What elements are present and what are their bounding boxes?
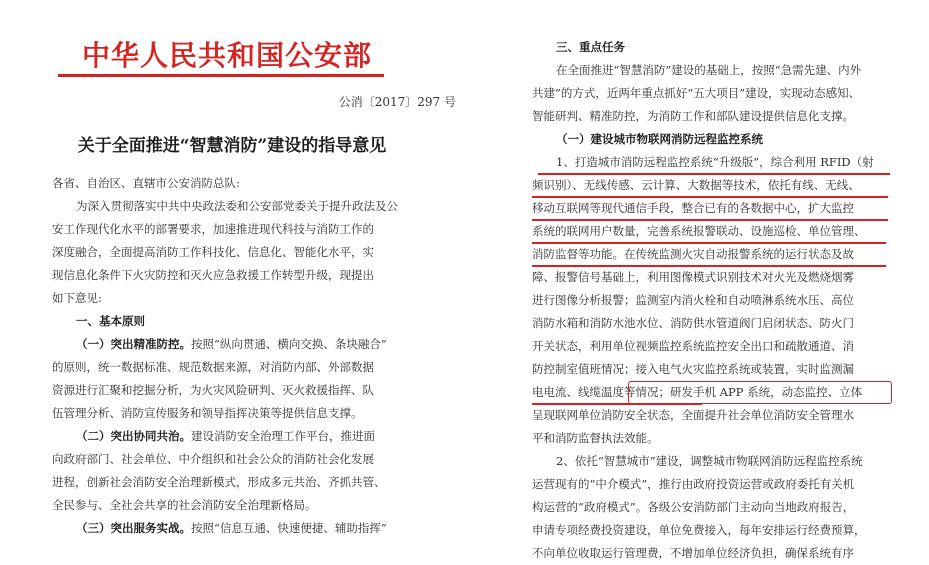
item1-line: 呈现联网单位消防安全状态，全面提升社会单位消防安全管理水 [532, 408, 854, 422]
paragraph-line: 资源进行汇聚和挖掘分析，为火灾风险研判、灭火救援指挥、队 [52, 383, 374, 397]
document-number: 公消〔2017〕297 号 [338, 95, 456, 109]
annotation-underline [532, 242, 886, 244]
paragraph-first-line [52, 517, 387, 540]
right-document-page [532, 0, 904, 560]
item1-line: 消防监督等功能。在传统监测火灾自动报警系统的运行状态及故 [532, 247, 854, 261]
paragraph-label: （三）突出服务实战。 [76, 521, 191, 535]
item1-line: 障、报警信号基础上，利用图像模式识别技术对火光及燃烧烟雾 [532, 270, 854, 284]
item1-line: 系统的联网用户数量，完善系统报警联动、设施巡检、单位管理、 [532, 224, 866, 238]
item1-line: 防控制室值班情况；接入电气火灾监控系统或装置，实时监测漏 [532, 362, 854, 376]
annotation-underline [532, 403, 702, 405]
paragraph-label: （一）突出精准防控。 [76, 337, 191, 351]
section-heading-principles: 一、基本原则 [76, 314, 145, 328]
item1-line: 电电流、线缆温度等情况；研发手机 APP 系统，动态监控、立体 [532, 385, 863, 399]
paragraph-line: 全民参与、全社会共享的社会消防安全治理新格局。 [52, 498, 317, 512]
annotation-underline [532, 219, 888, 221]
paragraph-label: （二）突出协同共治。 [76, 429, 191, 443]
subsection-heading: （一）建设城市物联网消防远程监控系统 [556, 132, 763, 146]
item1-line: 频识别）、无线传感、云计算、大数据等技术，依托有线、无线、 [532, 178, 860, 192]
paragraph-text: 按照“信息互通、快速便捷、辅助指挥” [191, 521, 387, 535]
intro-line: 安工作现代化水平的部署要求，加速推进现代科技与消防工作的 [52, 222, 374, 236]
item2-line: 运营现有的“中介模式”，推行由政府投资运营或政府委托有关机 [532, 477, 855, 491]
paragraph-line: 向政府部门、社会单位、中介组织和社会公众的消防社会化发展 [52, 452, 374, 466]
paragraph-line: 的原则，统一数据标准、规范数据来源，对消防内部、外部数据 [52, 360, 374, 374]
item1-line: 1、打造城市消防远程监控系统“升级版”，综合利用 RFID（射 [556, 155, 874, 169]
left-document-page [52, 0, 460, 535]
ministry-header-title: 中华人民共和国公安部 [81, 39, 372, 72]
section-heading-key-tasks: 三、重点任务 [556, 40, 625, 54]
item1-line: 进行图像分析报警；监测室内消火栓和自动喷淋系统水压、高位 [532, 293, 854, 307]
item1-line: 开关状态，利用单位视频监控系统监控安全出口和疏散通道、消 [532, 339, 854, 353]
item2-line: 申请专项经费投资建设，单位免费接入，每年安排运行经费预算， [532, 523, 866, 537]
document-title: 关于全面推进“智慧消防”建设的指导意见 [77, 136, 387, 156]
addressee: 各省、自治区、直辖市公安消防总队: [52, 176, 240, 190]
intro-line: 现信息化条件下火灾防控和灭火应急救援工作转型升级，现提出 [52, 268, 374, 282]
paragraph-line: 伍管理分析、消防宣传服务和领导指挥决策等提供信息支撑。 [52, 406, 363, 420]
intro-line: 深度融合，全面提高消防工作科技化、信息化、智能化水平，实 [52, 245, 374, 259]
paragraph-text: 按照“纵向贯通、横向交换、条块融合” [191, 337, 387, 351]
intro-line: 在全面推进“智慧消防”建设的基础上，按照“急需先建、内外 [556, 63, 862, 77]
item2-line: 不向单位收取运行管理费，不增加单位经济负担，确保系统有序 [532, 546, 854, 560]
item1-line: 移动互联网等现代通信手段，整合已有的各数据中心，扩大监控 [532, 201, 854, 215]
item2-line: 构运营的“政府模式”。各级公安消防部门主动向当地政府报告， [532, 500, 855, 514]
annotation-underline [532, 265, 886, 267]
paragraph-first-line [52, 333, 387, 356]
item2-line: 2、依托“智慧城市”建设，调整城市物联网消防远程监控系统 [556, 454, 863, 468]
intro-line: 共建”的方式，近两年重点抓好“五大项目”建设，实现动态感知、 [532, 86, 861, 100]
intro-line: 为深入贯彻落实中共中央政法委和公安部党委关于提升政法及公 [76, 199, 398, 213]
annotation-highlight-box [628, 381, 892, 404]
header-red-rule [58, 74, 384, 77]
annotation-underline [538, 173, 890, 175]
paragraph-text: 建设消防安全治理工作平台，推进面 [191, 429, 375, 443]
paragraph-first-line [52, 425, 375, 448]
annotation-underline [532, 196, 888, 198]
intro-line: 如下意见: [52, 291, 102, 305]
item1-line: 平和消防监督执法效能。 [532, 431, 659, 445]
intro-line: 智能研判、精准防控，为消防工作和部队建设提供信息化支撑。 [532, 109, 854, 123]
paragraph-line: 进程，创新社会消防安全治理新模式，形成多元共治、齐抓共管、 [52, 475, 386, 489]
page-gutter [468, 0, 524, 529]
item1-line: 消防水箱和消防水池水位、消防供水管道阀门启闭状态、防火门 [532, 316, 854, 330]
